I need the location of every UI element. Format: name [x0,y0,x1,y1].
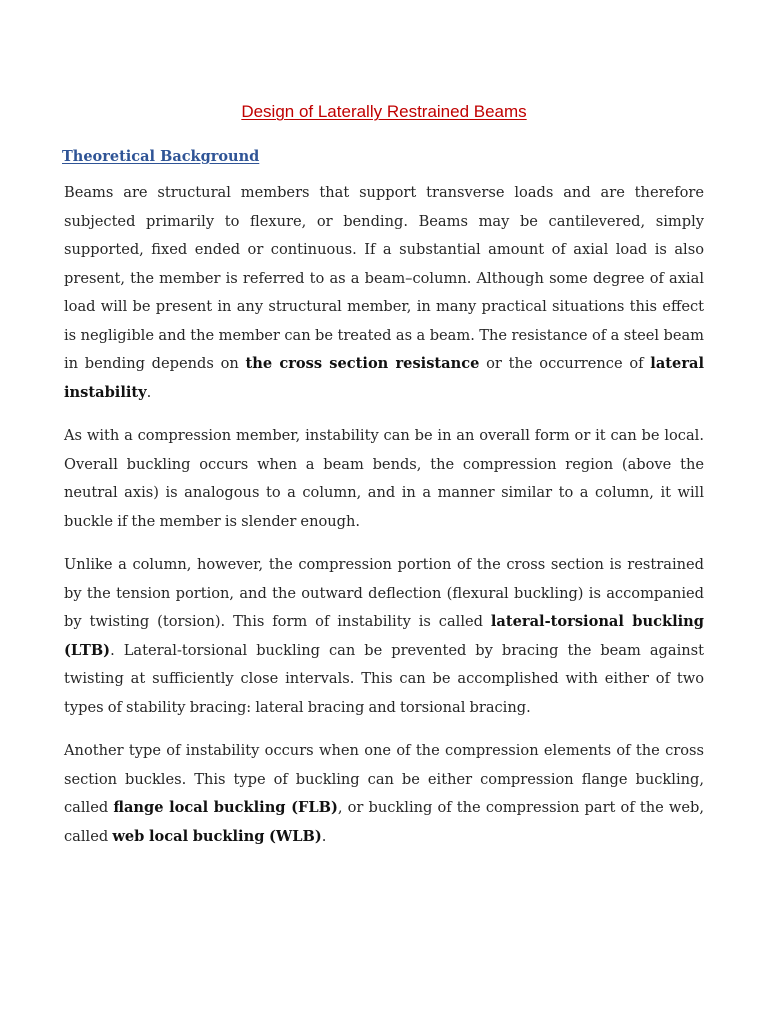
paragraph [64,737,704,851]
paragraph-text: or the occurrence of [479,355,651,372]
paragraph-text: Beams are structural members that support transverse loads and are therefore subjected primarily to flexure, or bending. Beams may be cantilevered, simply supported, fixed ended or continuous. If a substantial amount of axial load is also present, the member is referred to as a beam–column. Although some degree of axial load will be present in any structural member, in many practical situations this effect is negligible and the member can be treated as a beam. The resistance of a steel beam in bending depends on [64,184,704,372]
paragraph-text: . [321,827,327,845]
document-body [64,179,704,866]
paragraph-text: . [146,383,152,401]
paragraph [64,422,704,536]
bold-term: flange local buckling (FLB) [113,799,338,816]
bold-term: web local buckling (WLB) [112,827,322,845]
bold-term: lateral instability [64,355,705,401]
bold-term: lateral-torsional buckling (LTB) [64,613,704,659]
paragraph [64,179,704,407]
paragraph-text: , or buckling of the compression part of the web, called [64,799,704,845]
paragraph [64,551,704,722]
paragraph-text: Another type of instability occurs when one of the compression elements of the cross section buckles. This type of buckling can be either compression flange buckling, called [64,742,704,816]
section-heading: Theoretical Background [62,148,260,165]
paragraph-text: As with a compression member, instability can be in an overall form or it can be local. Overall buckling occurs when a beam bends, the compression region (above the neutral axis) is analogous to a column, and in a manner similar to a column, it will buckle if the member is slender enough. [64,427,704,530]
paragraph-text: . Lateral-torsional buckling can be prevented by bracing the beam against twisting at sufficiently close intervals. This can be accomplished with either of two types of stability bracing: lateral bracing and torsional bracing. [64,641,704,716]
paragraph-text: Unlike a column, however, the compression portion of the cross section is restrained by the tension portion, and the outward deflection (flexural buckling) is accompanied by twisting (torsion). This form of instability is called [64,556,704,630]
document-title: Design of Laterally Restrained Beams [241,102,527,121]
bold-term: the cross section resistance [245,355,480,372]
